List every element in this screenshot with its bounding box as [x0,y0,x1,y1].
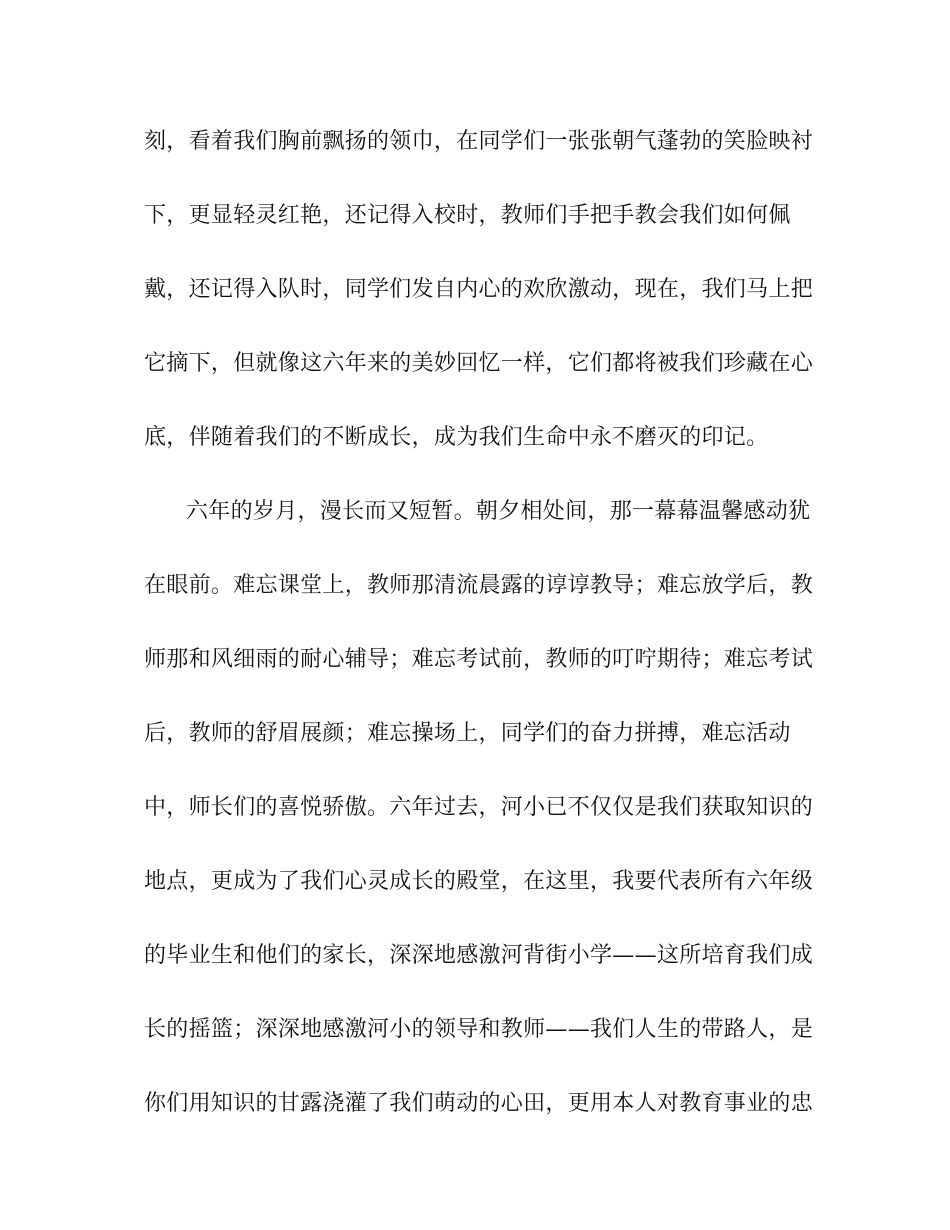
text-line: 六年的岁月，漫长而又短暂。朝夕相处间，那一幕幕温馨感动犹 [186,499,811,524]
text-line: 长的摇篮；深深地感激河小的领导和教师——我们人生的带路人，是 [144,1017,814,1042]
text-line: 戴，还记得入队时，同学们发自内心的欢欣激动，现在，我们马上把 [144,277,814,302]
text-line: 在眼前。难忘课堂上，教师那清流晨露的谆谆教导；难忘放学后，教 [144,573,814,598]
text-line: 底，伴随着我们的不断成长，成为我们生命中永不磨灭的印记。 [144,425,769,450]
text-line: 后，教师的舒眉展颜；难忘操场上，同学们的奋力拼搏，难忘活动 [144,721,791,746]
text-line: 下，更显轻灵红艳，还记得入校时，教师们手把手教会我们如何佩 [144,203,791,228]
text-line: 中，师长们的喜悦骄傲。六年过去，河小已不仅仅是我们获取知识的 [144,795,814,820]
text-line: 地点，更成为了我们心灵成长的殿堂，在这里，我要代表所有六年级 [144,869,814,894]
text-line: 师那和风细雨的耐心辅导；难忘考试前，教师的叮咛期待；难忘考试 [144,647,814,672]
text-line: 它摘下，但就像这六年来的美妙回忆一样，它们都将被我们珍藏在心 [144,351,814,376]
text-line: 的毕业生和他们的家长，深深地感激河背街小学——这所培育我们成 [144,943,814,968]
text-line: 刻，看着我们胸前飘扬的领巾，在同学们一张张朝气蓬勃的笑脸映衬 [144,129,814,154]
text-line: 你们用知识的甘露浇灌了我们萌动的心田，更用本人对教育事业的忠 [144,1091,814,1116]
